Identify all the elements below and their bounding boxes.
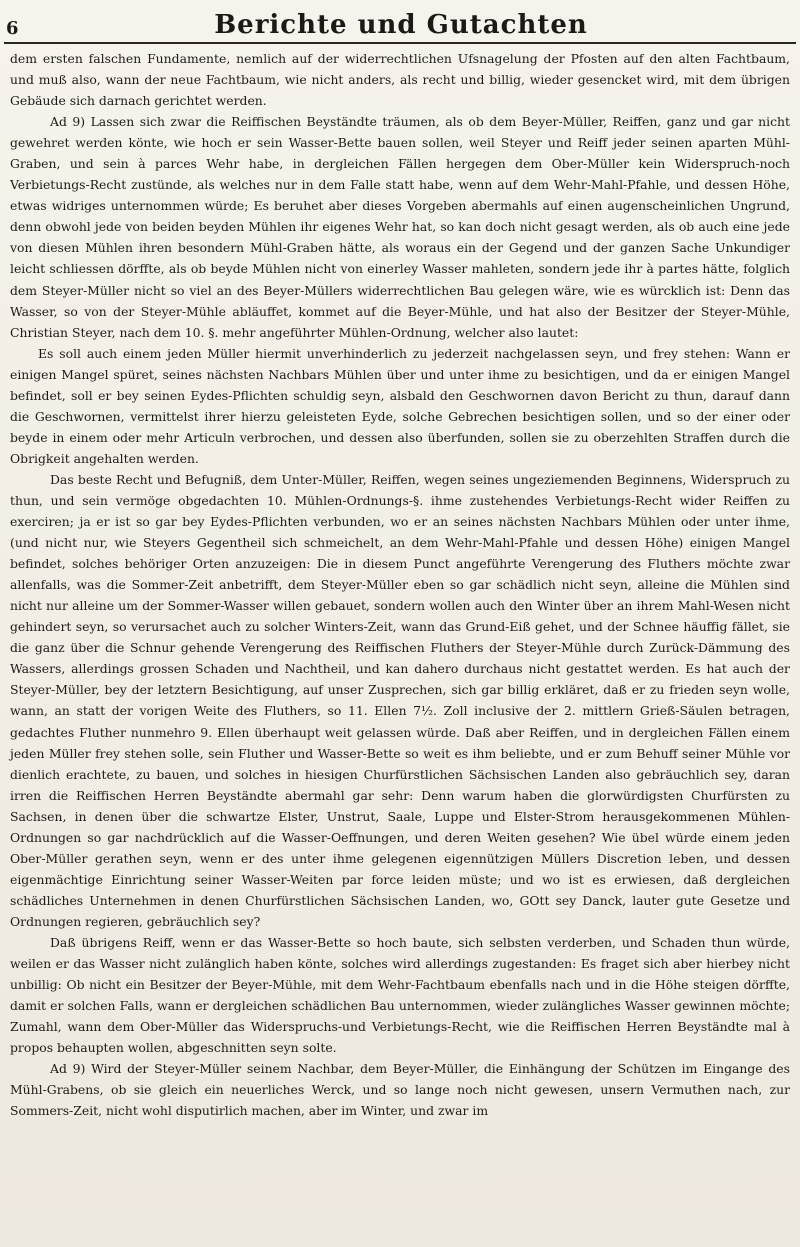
paragraph-4: Daß übrigens Reiff, wenn er das Wasser-Bette so hoch baute, sich selbsten verderben, und Schaden thun würde, weilen er das Wasser nicht zulänglich haben könte, solches wird allerdings zugestanden: Es fraget sich aber hierbey nicht unbillig: Ob nicht ein Besitzer der Beyer-Mühle, mit dem Wehr-Fachtbaum ebenfalls nach und in die Höhe steigen dörffte, damit er solchen Falls, wann er dergleichen schädlichen Bau unternommen, wieder zulängliches Wasser gewinnen möchte; Zumahl, wann dem Ober-Müller das Widerspruchs-und Verbietungs-Recht, wie die Reiffischen Herren Beyständte mal à propos behaupten wollen, abgeschnitten seyn solte.	[10, 934, 790, 1056]
page-header	[6, 8, 796, 38]
paragraph-3: Das beste Recht und Befugniß, dem Unter-Müller, Reiffen, wegen seines ungeziemenden Beginnens, Widerspruch zu thun, und sein vermöge obgedachten 10. Mühlen-Ordnungs-§. ihme zustehendes Verbietungs-Recht wider Reiffen zu exerciren; ja er ist so gar bey Eydes-Pflichten verbunden, wo er an seines nächsten Nachbars Mühlen oder unter ihme, (und nicht nur, wie Steyers Gegentheil sich schmeichelt, an dem Wehr-Mahl-Pfahle und dessen Höhe) einigen Mangel befindet, solches behöriger Orten anzuzeigen: Die in diesem Punct angeführte Verengerung des Fluthers möchte zwar allenfalls, was die Sommer-Zeit anbetrifft, dem Steyer-Müller eben so gar schädlich nicht seyn, alleine die Mühlen sind nicht nur alleine um der Sommer-Wasser willen gebauet, sondern wollen auch den Winter über an ihrem Mahl-Wesen nicht gehindert seyn, so verursachet auch zu solcher Winters-Zeit, wann das Grund-Eiß gehet, und der Schnee häuffig fället, sie die ganz über die Schnur gehende Verengerung des Reiffischen Fluthers der Steyer-Mühle durch Zurück-Dämmung des Wassers, allerdings grossen Schaden und Nachtheil, und kan dahero durchaus nicht gestattet werden. Es hat auch der Steyer-Müller, bey der letztern Besichtigung, auf unser Zusprechen, sich gar billig erkläret, daß er zu frieden seyn wolle, wann, an statt der vorigen Weite des Fluthers, so 11. Ellen 7½. Zoll inclusive der 2. mittlern Grieß-Säulen betragen, gedachtes Fluther nunmehro 9. Ellen überhaupt weit gelassen würde. Daß aber Reiffen, und in dergleichen Fällen einem jeden Müller frey stehen solle, sein Fluther und Wasser-Bette so weit es ihm beliebte, und er zum Behuff seiner Mühle vor dienlich erachtete, zu bauen, und solches in hiesigen Churfürstlichen Sächsischen Landen also gebräuchlich sey, daran irren die Reiffischen Herren Beyständte abermahl gar sehr: Denn warum haben die glorwürdigsten Churfürsten zu Sachsen, in denen über die schwartze Elster, Unstrut, Saale, Luppe und Elster-Strom herausgekommenen Mühlen-Ordnungen so gar nachdrücklich auf die Wasser-Oeffnungen, und deren Weiten gesehen? Wie übel würde einem jeden Ober-Müller gerathen seyn, wenn er des unter ihme gelegenen eigennützigen Müllers Discretion leben, und dessen eigenmächtige Einrichtung seiner Wasser-Weiten par force leiden müste; und wo ist es erwiesen, daß dergleichen schädliches Unternehmen in denen Churfürstlichen Sächsischen Landen, wo, GOtt sey Danck, lauter gute Gesetze und Ordnungen regieren, gebräuchlich sey?	[10, 471, 790, 929]
page-number: 6	[6, 18, 19, 39]
header-rule	[4, 42, 796, 44]
quoted-ordinance: Es soll auch einem jeden Müller hiermit unverhinderlich zu jederzeit nachgelassen seyn, und frey stehen: Wann er einigen Mangel spüret, seines nächsten Nachbars Mühlen über und unter ihme zu besichtigen, und da er einigen Mangel befindet, soll er bey seinen Eydes-Pflichten schuldig seyn, alsbald den Geschwornen davon Bericht zu thun, darauf dann die Geschwornen, vermittelst ihrer hierzu geleisteten Eyde, solche Gebrechen besichtigen sollen, und so der einer oder beyde in einem oder mehr Articuln verbrochen, und dessen also überfunden, sollen sie zu oberzehlten Straffen durch die Obrigkeit angehalten werden.	[10, 345, 790, 466]
paragraph-1: dem ersten falschen Fundamente, nemlich auf der widerrechtlichen Ufsnagelung der Pfosten auf den alten Fachtbaum, und muß also, wann der neue Fachtbaum, wie nicht anders, als recht und billig, wieder gesencket wird, mit dem übrigen Gebäude sich darnach gerichtet werden.	[10, 51, 790, 109]
body-text	[10, 48, 790, 1121]
paragraph-2: Ad 9) Lassen sich zwar die Reiffischen Beyständte träumen, als ob dem Beyer-Müller, Reiffen, ganz und gar nicht gewehret werden könte, wie hoch er sein Wasser-Bette bauen sollen, weil Steyer und Reiff jeder seinen aparten Mühl-Graben, und sein à parces Wehr habe, in dergleichen Fällen hergegen dem Ober-Müller kein Widerspruch-noch Verbietungs-Recht zustünde, als welches nur in dem Falle statt habe, wenn auf dem Wehr-Mahl-Pfahle, und dessen Höhe, etwas widriges unternommen würde; Es beruhet aber dieses Vorgeben abermahls auf einen augenscheinlichen Ungrund, denn obwohl jede von beiden beyden Mühlen ihr eigenes Wehr hat, so kan doch nicht gesagt werden, als ob auch eine jede von diesen Mühlen ihren besondern Mühl-Graben hätte, als woraus ein der Gegend und der ganzen Sache Unkundiger leicht schliessen dörffte, als ob beyde Mühlen nicht von einerley Wasser mahleten, sondern jede ihr à partes hätte, folglich dem Steyer-Müller nicht so viel an des Beyer-Müllers widerrechtlichen Bau gelegen wäre, wie es würcklich ist: Denn das Wasser, so von der Steyer-Mühle abläuffet, kommet auf die Beyer-Mühle, und hat also der Besitzer der Steyer-Mühle, Christian Steyer, nach dem 10. §. mehr angeführter Mühlen-Ordnung, welcher also lautet:	[10, 114, 790, 340]
paragraph-5: Ad 9) Wird der Steyer-Müller seinem Nachbar, dem Beyer-Müller, die Einhängung der Schützen im Eingange des Mühl-Grabens, ob sie gleich ein neuerliches Werck, und so lange noch nicht gewesen, unsern Vermuthen nach, zur Sommers-Zeit, nicht wohl disputirlich machen, aber im Winter, und zwar im	[10, 1061, 790, 1119]
running-title: Berichte und Gutachten	[214, 10, 588, 40]
